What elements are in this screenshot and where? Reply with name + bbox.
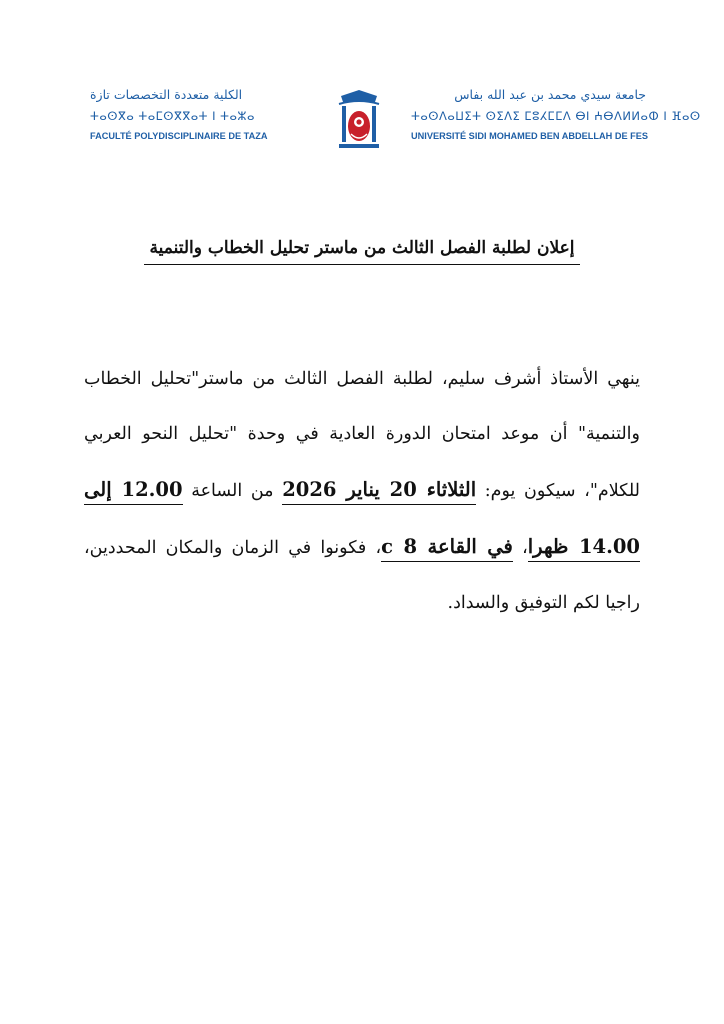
exam-time: 12.00 إلى 14.00 ظهرا (84, 478, 640, 562)
faculty-name-arabic: الكلية متعددة التخصصات تازة (90, 87, 243, 102)
announcement-title-text: إعلان لطلبة الفصل الثالث من ماستر تحليل الخطاب والتنمية (144, 238, 581, 265)
faculty-name-french: FACULTÉ POLYDISCIPLINAIRE DE TAZA (90, 131, 268, 141)
faculty-block (90, 86, 325, 143)
university-block (411, 86, 701, 143)
exam-date: الثلاثاء 20 يناير 2026 (282, 478, 476, 505)
time-prefix: من الساعة (182, 481, 283, 501)
university-crest-icon (335, 88, 383, 152)
university-name-french: UNIVERSITÉ SIDI MOHAMED BEN ABDELLAH DE FES (411, 131, 649, 141)
announcement-title (0, 238, 724, 265)
university-name-tifinagh: ⵜⴰⵙⴷⴰⵡⵉⵜ ⵙⵉⴷⵉ ⵎⵓⵃⵎⵎⴷ ⴱⵏ ⵄⴱⴷⵍⵍⴰⵀ ⵏ ⴼⴰⵙ (411, 109, 701, 123)
page-header (90, 86, 701, 156)
university-name-arabic: جامعة سيدي محمد بن عبد الله بفاس (454, 87, 646, 102)
body-intro: ينهي الأستاذ أشرف سليم، لطلبة الفصل الثالث من ماستر"تحليل الخطاب والتنمية" أن موعد امتحان الدورة العادية في وحدة "تحليل النحو العربي للكلام"، سيكون يوم: (84, 369, 640, 501)
announcement-body (84, 352, 640, 631)
room-prefix: ، (512, 538, 528, 558)
body-closing: ، فكونوا في الزمان والمكان المحددين، راجيا لكم التوفيق والسداد. (84, 538, 640, 613)
exam-room: في القاعة 8 c (381, 535, 513, 562)
faculty-name-tifinagh: ⵜⴰⵙⴳⴰ ⵜⴰⵎⵙⴳⴳⴰⵜ ⵏ ⵜⴰⵣⴰ (90, 109, 255, 123)
